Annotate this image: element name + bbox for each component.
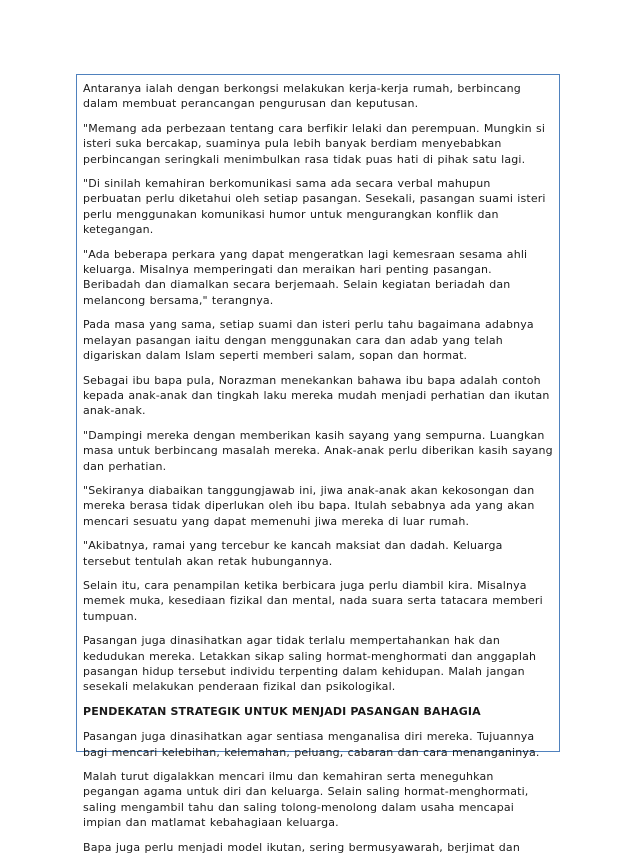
paragraph-7: "Dampingi mereka dengan memberikan kasih sayang yang sempurna. Luangkan masa untuk berbincang masalah mereka. Anak-anak perlu diberikan kasih sayang dan perhatian.: [83, 428, 553, 473]
paragraph-1: Antaranya ialah dengan berkongsi melakukan kerja-kerja rumah, berbincang dalam membuat perancangan pengurusan dan keputusan.: [83, 82, 521, 111]
paragraph-12: Pasangan juga dinasihatkan agar sentiasa menganalisa diri mereka. Tujuannya bagi mencari kelebihan, kelemahan, peluang, cabaran dan cara menanganinya.: [83, 730, 540, 759]
paragraph-9: "Akibatnya, ramai yang tercebur ke kancah maksiat dan dadah. Keluarga tersebut tentulah akan retak hubungannya.: [83, 539, 503, 568]
paragraph-6: Sebagai ibu bapa pula, Norazman menekankan bahawa ibu bapa adalah contoh kepada anak-anak dan tingkah laku mereka mudah menjadi perhatian dan ikutan anak-anak.: [83, 373, 550, 418]
paragraph-2: "Memang ada perbezaan tentang cara berfikir lelaki dan perempuan. Mungkin si isteri suka bercakap, suaminya pula lebih banyak berdiam menyebabkan perbincangan seringkali menimbulkan rasa tidak puas hati di pihak satu lagi.: [83, 121, 546, 166]
paragraph-14: Bapa juga perlu menjadi model ikutan, sering bermusyawarah, berjimat dan: [83, 840, 520, 854]
document-page-frame: [76, 74, 560, 854]
paragraph-5: Pada masa yang sama, setiap suami dan isteri perlu tahu bagaimana adabnya melayan pasangan iaitu dengan menggunakan cara dan adab yang telah digariskan dalam Islam seperti memberi salam, sopan dan hormat.: [83, 318, 534, 363]
section-heading: PENDEKATAN STRATEGIK UNTUK MENJADI PASANGAN BAHAGIA: [83, 704, 481, 718]
paragraph-10: Selain itu, cara penampilan ketika berbicara juga perlu diambil kira. Misalnya memek muka, kesediaan fizikal dan mental, nada suara serta tatacara memberi tumpuan.: [83, 578, 543, 623]
paragraph-8: "Sekiranya diabaikan tanggungjawab ini, jiwa anak-anak akan kekosongan dan mereka berasa tidak diperlukan oleh ibu bapa. Itulah sebabnya ada yang akan mencari sesuatu yang dapat memenuhi jiwa mereka di luar rumah.: [83, 483, 535, 528]
paragraph-4: "Ada beberapa perkara yang dapat mengeratkan lagi kemesraan sesama ahli keluarga. Misalnya memperingati dan meraikan hari penting pasangan. Beribadah dan diamalkan secara berjemaah. Selain kegiatan beriadah dan melancong bersama," terangnya.: [83, 247, 528, 307]
paragraph-13: Malah turut digalakkan mencari ilmu dan kemahiran serta meneguhkan pegangan agama untuk diri dan keluarga. Selain saling hormat-menghormati, saling mengambil tahu dan saling tolong-menolong dalam usaha mencapai impian dan matlamat kebahagiaan keluarga.: [83, 770, 529, 830]
paragraph-11: Pasangan juga dinasihatkan agar tidak terlalu mempertahankan hak dan kedudukan mereka. Letakkan sikap saling hormat-menghormati dan anggaplah pasangan hidup tersebut individu terpenting dalam kehidupan. Malah jangan sesekali melakukan penderaan fizikal dan psikologikal.: [83, 634, 537, 694]
paragraph-3: "Di sinilah kemahiran berkomunikasi sama ada secara verbal mahupun perbuatan perlu diketahui oleh setiap pasangan. Sesekali, pasangan suami isteri perlu menggunakan komunikasi humor untuk mengurangkan konflik dan ketegangan.: [83, 177, 546, 237]
